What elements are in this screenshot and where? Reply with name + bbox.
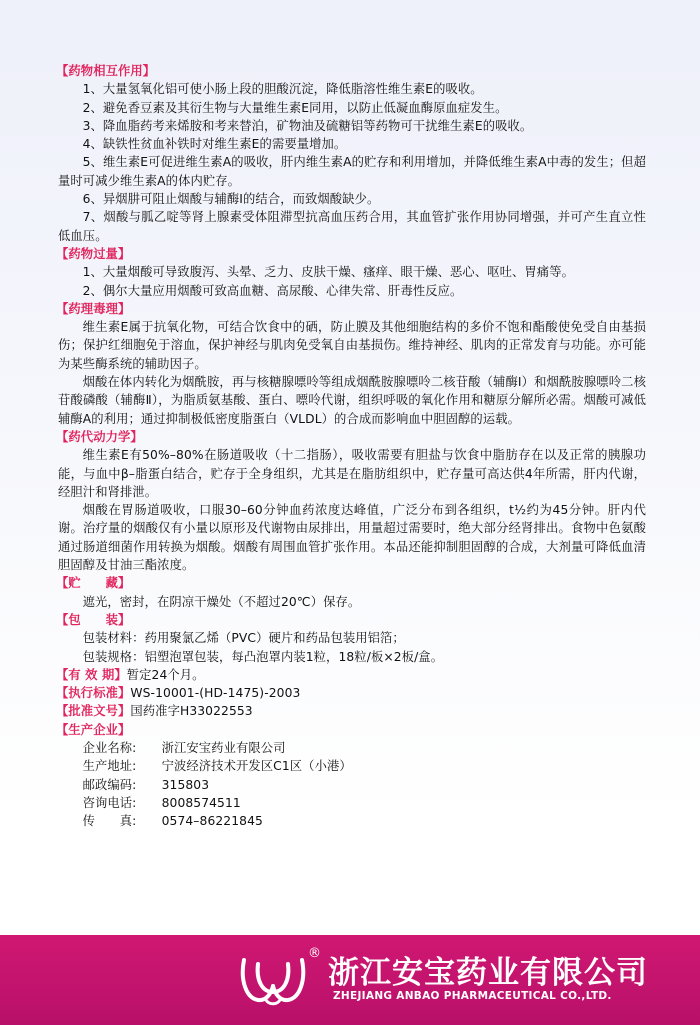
manufacturer-row: [58, 757, 646, 775]
manufacturer-row: [58, 776, 646, 794]
list-item: 6、异烟肼可阻止烟酸与辅酶Ⅰ的结合，而致烟酸缺少。: [82, 192, 380, 207]
manufacturer-row: [58, 812, 646, 830]
list-item: 7、烟酸与胍乙啶等肾上腺素受体阻滞型抗高血压药合用，其血管扩张作用协同增强，并可产生直立性低血压。: [58, 210, 646, 243]
approval-value: 国药准字H33022553: [130, 704, 253, 719]
row-label: 咨询电话:: [82, 795, 137, 810]
manufacturer-row: [58, 739, 646, 757]
list-item: 1、大量氢氧化铝可使小肠上段的胆酸沉淀，降低脂溶性维生素E的吸收。: [82, 82, 483, 97]
list-item: 5、维生素E可促进维生素A的吸收，肝内维生素A的贮存和利用增加，并降低维生素A中毒的发生；但超量时可减少维生素A的体内贮存。: [58, 155, 646, 188]
section-toxicology: [58, 300, 646, 428]
company-footer: [0, 935, 700, 1025]
package-material: 包装材料：药用聚氯乙烯（PVC）硬片和药品包装用铝箔；: [82, 631, 405, 646]
validity-value: 暂定24个月。: [126, 667, 205, 682]
paragraph: 烟酸在体内转化为烟酰胺，再与核糖腺嘌呤等组成烟酰胺腺嘌呤二核苷酸（辅酶Ⅰ）和烟酰胺腺嘌呤二核苷酸磷酸（辅酶Ⅱ），为脂质氨基酸、蛋白、嘌呤代谢，组织呼吸的氧化作用和糖原分解所必需。烟酸可减低辅酶A的利用；通过抑制极低密度脂蛋白（VLDL）的合成而影响血中胆固醇的运载。: [58, 375, 646, 426]
list-item: 1、大量烟酸可导致腹泻、头晕、乏力、皮肤干燥、瘙痒、眼干燥、恶心、呕吐、胃痛等。: [82, 265, 574, 280]
paragraph: 维生素E属于抗氧化物，可结合饮食中的硒，防止膜及其他细胞结构的多价不饱和酯酸使免受自由基损伤；保护红细胞免于溶血，保护神经与肌肉免受氧自由基损伤。维持神经、肌肉的正常发育与功能。亦可能为某些酶系统的辅助因子。: [58, 320, 646, 371]
paragraph: 维生素E有50%–80%在肠道吸收（十二指肠），吸收需要有胆盐与饮食中脂肪存在以及正常的胰腺功能，与血中β–脂蛋白结合，贮存于全身组织，尤其是在脂肪组织中，贮存量可高达供4年所需，肝内代谢，经胆汁和肾排泄。: [58, 448, 646, 499]
row-label: 邮政编码:: [82, 777, 137, 792]
section-package: [58, 611, 646, 666]
company-name-en: ZHEJIANG ANBAO PHARMACEUTICAL CO.,LTD.: [333, 990, 612, 1002]
section-header: 【药理毒理】: [56, 301, 131, 316]
section-manufacturer: [58, 721, 646, 831]
section-overdose: [58, 245, 646, 300]
section-storage: [58, 574, 646, 611]
section-header: 【包 装】: [56, 612, 131, 627]
section-pharmacokinetics: [58, 428, 646, 574]
package-spec: 包装规格：铝塑泡罩包装，每凸泡罩内装1粒，18粒/板×2板/盒。: [82, 649, 444, 664]
row-value: 315803: [161, 777, 210, 792]
list-item: 4、缺铁性贫血补铁时对维生素E的需要量增加。: [82, 137, 347, 152]
section-interactions: [58, 62, 646, 245]
row-value: 宁波经济技术开发区C1区（小港）: [161, 759, 352, 774]
drug-leaflet: [58, 62, 646, 912]
section-approval: [58, 702, 646, 720]
list-item: 2、偶尔大量应用烟酸可致高血糖、高尿酸、心律失常、肝毒性反应。: [82, 283, 463, 298]
section-header: 【药物相互作用】: [56, 64, 156, 78]
section-header: 【生产企业】: [56, 722, 131, 737]
section-header: 【批准文号】: [56, 704, 131, 719]
row-label: 传 真:: [82, 814, 137, 829]
row-value: 8008574511: [161, 795, 241, 810]
manufacturer-row: [58, 794, 646, 812]
section-header: 【药物过量】: [56, 246, 131, 261]
row-label: 企业名称:: [82, 740, 137, 755]
company-name-cn: 浙江安宝药业有限公司: [328, 955, 648, 991]
section-standard: [58, 684, 646, 702]
section-header: 【有 效 期】: [56, 667, 127, 682]
section-header: 【贮 藏】: [56, 576, 131, 591]
paragraph: 烟酸在胃肠道吸收，口服30–60分钟血药浓度达峰值，广泛分布到各组织，t½约为45分钟。肝内代谢。治疗量的烟酸仅有小量以原形及代谢物由尿排出，用量超过需要时，绝大部分经肾排出。食物中色氨酸通过肠道细菌作用转换为烟酸。烟酸有周围血管扩张作用。本品还能抑制胆固醇的合成，大剂量可降低血清胆固醇及甘油三酯浓度。: [58, 503, 646, 573]
anbao-w-logo-icon: [238, 950, 308, 1010]
section-header: 【执行标准】: [56, 686, 131, 701]
row-value: 浙江安宝药业有限公司: [161, 740, 286, 755]
row-label: 生产地址:: [82, 759, 137, 774]
standard-value: WS-10001-(HD-1475)-2003: [130, 686, 301, 701]
list-item: 2、避免香豆素及其衍生物与大量维生素E同用，以防止低凝血酶原血症发生。: [82, 100, 508, 115]
list-item: 3、降血脂药考来烯胺和考来替泊，矿物油及硫糖铝等药物可干扰维生素E的吸收。: [82, 118, 533, 133]
section-header: 【药代动力学】: [56, 429, 143, 444]
row-value: 0574–86221845: [161, 814, 263, 829]
storage-text: 遮光，密封，在阴凉干燥处（不超过20℃）保存。: [82, 594, 361, 609]
section-validity: [58, 666, 646, 684]
registered-mark: ®: [308, 946, 321, 961]
